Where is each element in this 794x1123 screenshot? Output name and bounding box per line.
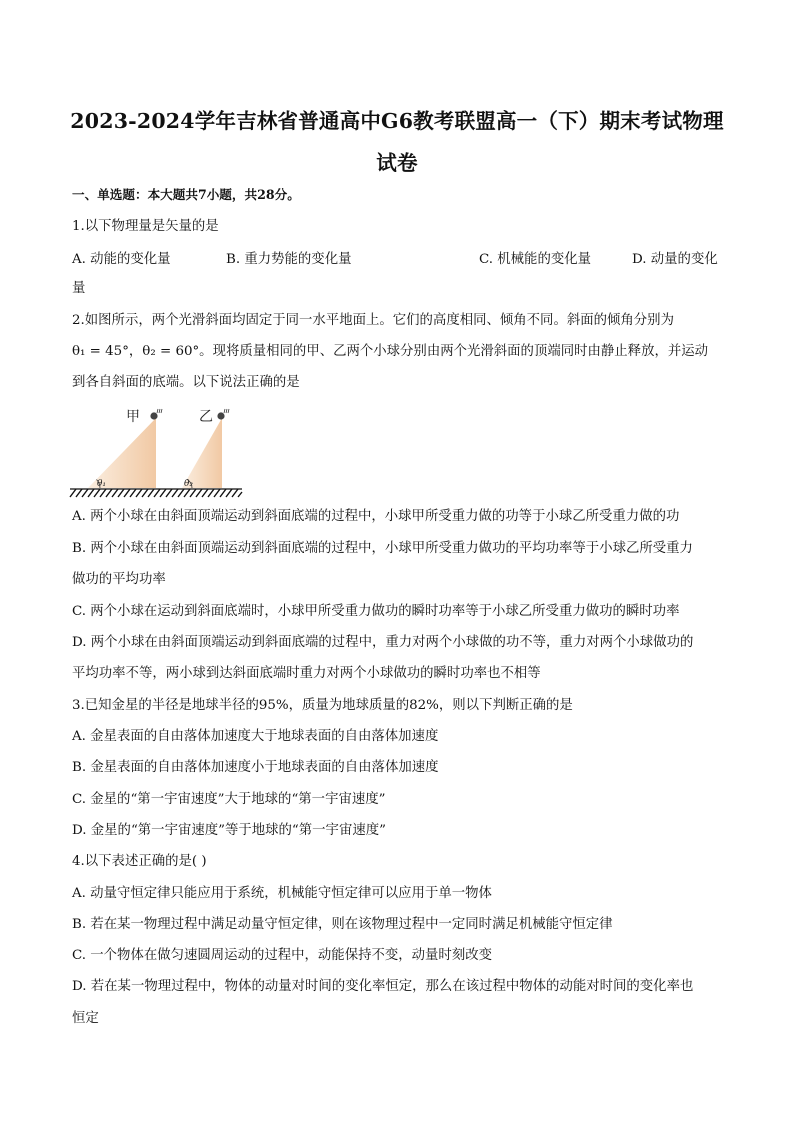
q1-option-c: C. 机械能的变化量 [479,252,592,267]
q4-option-d-line2: 恒定 [72,1011,99,1026]
label-theta2: θ₂ [184,479,194,489]
ball-yi [217,412,224,419]
ball-marks [157,409,229,413]
q2-option-b-line2: 做功的平均功率 [72,572,166,587]
exam-title [60,100,734,184]
q3-option-d: D. 金星的“第一宇宙速度”等于地球的“第一宇宙速度” [72,823,386,838]
incline-1 [88,418,156,488]
q2-stem-line3: 到各自斜面的底端。以下说法正确的是 [72,375,300,390]
q2-option-b-line1: B. 两个小球在由斜面顶端运动到斜面底端的过程中，小球甲所受重力做功的平均功率等于小球乙所受重力 [72,541,693,556]
q1-stem: 1.以下物理量是矢量的是 [72,219,219,234]
q4-option-a: A. 动量守恒定律只能应用于系统，机械能守恒定律可以应用于单一物体 [72,886,492,901]
q2-option-d-line2: 平均功率不等，两小球到达斜面底端时重力对两个小球做功的瞬时功率也不相等 [72,666,541,681]
exam-title-line1: 2023-2024学年吉林省普通高中G6教考联盟高一（下）期末考试物理 [70,109,724,133]
section-header: 一、单选题：本大题共7小题，共28分。 [72,187,300,202]
label-theta1: θ₁ [97,479,107,489]
q2-stem-line1: 2.如图所示，两个光滑斜面均固定于同一水平地面上。它们的高度相同、倾角不同。斜面的倾角分别为 [72,313,674,328]
q4-option-d-line1: D. 若在某一物理过程中，物体的动量对时间的变化率恒定，那么在该过程中物体的动能对时间的变化率也 [72,979,694,994]
q1-option-b: B. 重力势能的变化量 [226,252,352,267]
q1-option-d-wrap: 量 [72,281,86,296]
ground-hatching [70,489,242,497]
q2-option-c: C. 两个小球在运动到斜面底端时，小球甲所受重力做功的瞬时功率等于小球乙所受重力做功的瞬时功率 [72,604,680,619]
q4-option-b: B. 若在某一物理过程中满足动量守恒定律，则在该物理过程中一定同时满足机械能守恒定律 [72,917,613,932]
q4-stem: 4.以下表述正确的是( ) [72,854,207,869]
q4-option-c: C. 一个物体在做匀速圆周运动的过程中，动能保持不变，动量时刻改变 [72,948,492,963]
label-yi: 乙 [199,409,213,425]
q2-option-d-line1: D. 两个小球在由斜面顶端运动到斜面底端的过程中，重力对两个小球做的功不等，重力对两个小球做功的 [72,635,694,650]
q1-option-d: D. 动量的变化 [632,252,718,267]
ball-jia [150,412,157,419]
label-jia: 甲 [126,409,140,425]
q3-option-a: A. 金星表面的自由落体加速度大于地球表面的自由落体加速度 [72,729,439,744]
q1-option-a: A. 动能的变化量 [72,252,171,267]
q2-stem-line2: θ₁ = 45°，θ₂ = 60°。现将质量相同的甲、乙两个小球分别由两个光滑斜面的顶端同时由静止释放，并运动 [72,344,709,359]
q1-options [72,248,732,266]
incline-figure [68,402,248,502]
q3-option-b: B. 金星表面的自由落体加速度小于地球表面的自由落体加速度 [72,760,439,775]
exam-title-line2: 试卷 [376,151,418,175]
q3-stem: 3.已知金星的半径是地球半径的95%，质量为地球质量的82%，则以下判断正确的是 [72,698,573,713]
q2-option-a: A. 两个小球在由斜面顶端运动到斜面底端的过程中，小球甲所受重力做的功等于小球乙所受重力做的功 [72,509,680,524]
incline-2 [182,418,222,488]
q3-option-c: C. 金星的“第一宇宙速度”大于地球的“第一宇宙速度” [72,792,386,807]
